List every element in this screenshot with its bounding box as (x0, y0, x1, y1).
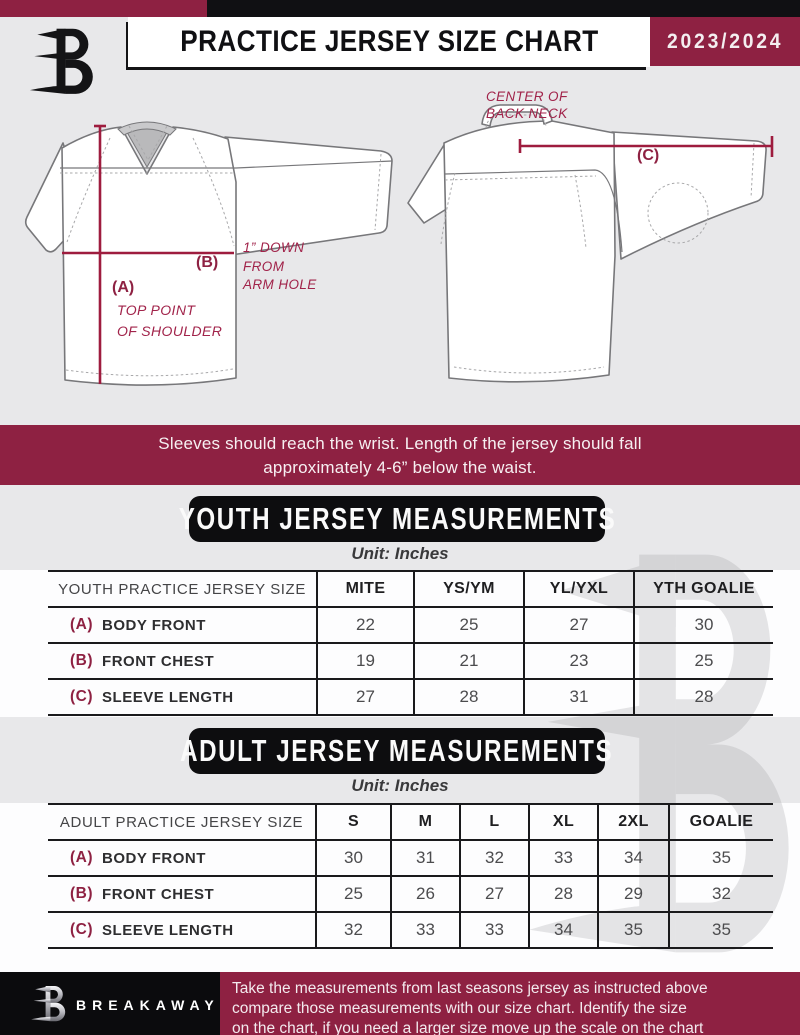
season-text: 2023/2024 (666, 29, 784, 53)
adult-unit-label: Unit: Inches (351, 776, 449, 795)
table-cell: 25 (413, 608, 523, 644)
table-row-label: (A) BODY FRONT (48, 608, 316, 644)
table-cell: 31 (523, 680, 633, 716)
youth-unit-label: Unit: Inches (351, 544, 449, 563)
table-row-label: (B) FRONT CHEST (48, 877, 315, 913)
table-cell: 35 (597, 913, 668, 949)
table-cell: 31 (390, 841, 459, 877)
table-cell: 23 (523, 644, 633, 680)
banner-line-1: Sleeves should reach the wrist. Length of the jersey should fall (158, 433, 642, 453)
table-cell: 22 (316, 608, 413, 644)
top-strip-black (207, 0, 800, 17)
table-cell: 28 (413, 680, 523, 716)
table-cell: 34 (597, 841, 668, 877)
youth-section-title: YOUTH JERSEY MEASUREMENTS (189, 496, 605, 542)
adult-col-header: GOALIE (668, 803, 773, 841)
table-cell: 26 (390, 877, 459, 913)
adult-size-table (48, 803, 773, 949)
table-cell: 33 (459, 913, 528, 949)
measure-key-a: (A) (112, 279, 135, 296)
footer-instructions: Take the measurements from last seasons jersey as instructed above compare those measurements with our size chart. Identify the size on the chart, if you need a larger size move up the scale on the chart (232, 980, 708, 1035)
youth-col-header: YOUTH PRACTICE JERSEY SIZE (48, 570, 316, 608)
table-cell: 35 (668, 913, 773, 949)
table-cell: 32 (668, 877, 773, 913)
youth-col-header: YTH GOALIE (633, 570, 773, 608)
table-cell: 27 (459, 877, 528, 913)
table-cell: 30 (633, 608, 773, 644)
fit-instructions-banner (0, 425, 800, 485)
breakaway-logo-icon (28, 984, 68, 1024)
table-cell: 19 (316, 644, 413, 680)
table-cell: 25 (315, 877, 390, 913)
table-cell: 25 (633, 644, 773, 680)
table-row-label: (C) SLEEVE LENGTH (48, 680, 316, 716)
measure-note-c: CENTER OF BACK NECK (486, 89, 568, 121)
adult-section-title: ADULT JERSEY MEASUREMENTS (189, 728, 605, 774)
table-cell: 28 (528, 877, 597, 913)
top-strip-maroon (0, 0, 207, 17)
youth-col-header: YL/YXL (523, 570, 633, 608)
adult-col-header: L (459, 803, 528, 841)
table-row-label: (B) FRONT CHEST (48, 644, 316, 680)
table-cell: 34 (528, 913, 597, 949)
adult-col-header: M (390, 803, 459, 841)
measure-note-b: 1” DOWN FROM ARM HOLE (243, 240, 317, 292)
measure-note-a: TOP POINT OF SHOULDER (117, 302, 223, 339)
table-row-label: (C) SLEEVE LENGTH (48, 913, 315, 949)
table-cell: 29 (597, 877, 668, 913)
youth-col-header: YS/YM (413, 570, 523, 608)
adult-col-header: S (315, 803, 390, 841)
page-title (128, 17, 650, 67)
season-badge (650, 17, 800, 66)
table-cell: 32 (315, 913, 390, 949)
measure-key-c: (C) (637, 147, 660, 164)
table-cell: 27 (316, 680, 413, 716)
table-cell: 21 (413, 644, 523, 680)
table-cell: 33 (390, 913, 459, 949)
table-cell: 33 (528, 841, 597, 877)
adult-col-header: XL (528, 803, 597, 841)
banner-line-2: approximately 4-6” below the waist. (263, 457, 537, 477)
table-cell: 32 (459, 841, 528, 877)
adult-col-header: ADULT PRACTICE JERSEY SIZE (48, 803, 315, 841)
page-title-text: PRACTICE JERSEY SIZE CHART (179, 25, 599, 58)
table-row-label: (A) BODY FRONT (48, 841, 315, 877)
table-cell: 28 (633, 680, 773, 716)
table-cell: 35 (668, 841, 773, 877)
back-jersey-diagram (400, 88, 800, 404)
adult-col-header: 2XL (597, 803, 668, 841)
measure-key-b: (B) (196, 254, 219, 271)
youth-size-table (48, 570, 773, 716)
breakaway-logo-icon (24, 22, 98, 102)
youth-col-header: MITE (316, 570, 413, 608)
table-cell: 30 (315, 841, 390, 877)
brand-name: BREAKAWAY (76, 997, 220, 1013)
table-cell: 27 (523, 608, 633, 644)
